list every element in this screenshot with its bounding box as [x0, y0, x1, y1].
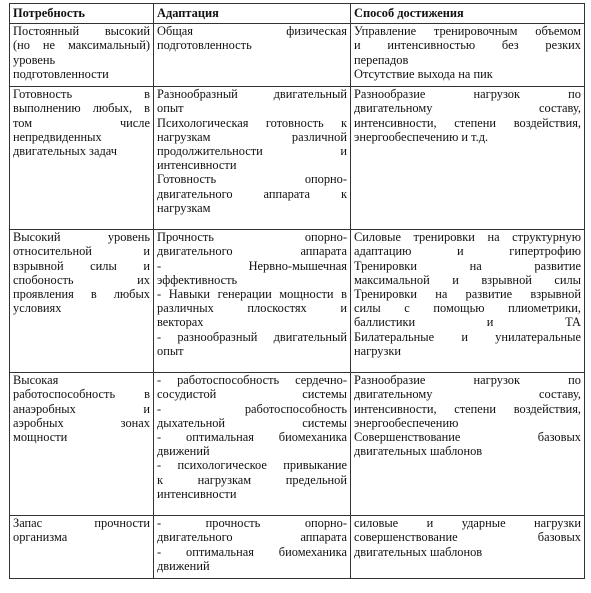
cell-line: максимальной и взрывной силы	[354, 272, 581, 287]
cell-line: - прочность опорно-	[157, 516, 347, 531]
adaptation-cell	[154, 373, 351, 516]
cell-line: Тренировки на развитие	[354, 258, 581, 273]
cell-line: взрывной силы и	[13, 258, 150, 273]
cell-line: продолжительности и	[157, 144, 347, 159]
header-row	[10, 4, 585, 24]
table-row	[10, 87, 585, 230]
cell-line: - работоспособность	[157, 401, 347, 416]
cell-line: Запас прочности	[13, 516, 150, 531]
cell-line: интенсивности	[157, 158, 237, 173]
cell-line: работоспособность в	[13, 387, 150, 402]
need-cell	[10, 373, 154, 516]
cell-line: Готовность в	[13, 87, 150, 102]
cell-line: Высокая	[13, 373, 59, 388]
adaptation-cell	[154, 24, 351, 87]
cell-line: Психологическая готовность к	[157, 115, 347, 130]
cell-line: векторах	[157, 315, 204, 330]
cell-line: двигательных задач	[13, 144, 117, 159]
cell-text	[157, 516, 347, 573]
cell-line: двигательного аппарата	[157, 530, 347, 545]
cell-line: баллистики и ТА	[354, 315, 581, 330]
cell-line: опыт	[157, 101, 184, 116]
cell-line: непредвиденных	[13, 129, 102, 144]
cell-line: движений	[157, 444, 210, 459]
cell-text	[354, 373, 581, 458]
cell-line: аэробных зонах	[13, 415, 150, 430]
adaptation-cell	[154, 230, 351, 373]
requirements-table	[9, 3, 585, 579]
cell-text	[354, 516, 581, 559]
method-cell	[351, 230, 585, 373]
cell-line: силовые и ударные нагрузки	[354, 516, 581, 531]
cell-line: интенсивности	[157, 486, 237, 501]
cell-line: двигательному составу,	[354, 101, 581, 116]
cell-line: организма	[13, 530, 68, 545]
cell-line: том числе	[13, 115, 150, 130]
cell-line: подготовленности	[13, 66, 109, 81]
cell-line: Готовность опорно-	[157, 172, 347, 187]
method-cell	[351, 373, 585, 516]
cell-line: интенсивности, степени воздействия,	[354, 401, 581, 416]
cell-text	[157, 87, 347, 215]
cell-line: нагрузки	[354, 343, 401, 358]
cell-line: к нагрузкам предельной	[157, 472, 347, 487]
cell-text	[13, 24, 150, 81]
cell-line: Тренировки на развитие взрывной	[354, 287, 581, 302]
cell-line: Разнообразие нагрузок по	[354, 87, 581, 102]
cell-text	[157, 24, 347, 52]
cell-line: двигательного аппарата к	[157, 186, 347, 201]
cell-line: двигательных шаблонов	[354, 544, 483, 559]
cell-line: нагрузкам	[157, 200, 211, 215]
header-method: Способ достижения	[351, 4, 585, 24]
cell-text	[13, 230, 150, 315]
cell-text	[13, 87, 150, 158]
cell-line: различных плоскостях и	[157, 301, 347, 316]
cell-line: энергообеспечению	[354, 415, 459, 430]
cell-line: опыт	[157, 343, 184, 358]
cell-line: - работоспособность сердечно-	[157, 373, 347, 388]
cell-line: двигательных шаблонов	[354, 444, 483, 459]
cell-text	[354, 24, 581, 81]
cell-line: Прочность опорно-	[157, 230, 347, 245]
cell-line: эффективность	[157, 272, 238, 287]
cell-line: - оптимальная биомеханика	[157, 430, 347, 445]
cell-line: - психологическое привыкание	[157, 458, 347, 473]
table-row	[10, 24, 585, 87]
cell-line: мощности	[13, 430, 68, 445]
cell-line: уровень	[13, 52, 56, 67]
cell-line: - Нервно-мышечная	[157, 258, 347, 273]
cell-line: - оптимальная биомеханика	[157, 544, 347, 559]
cell-line: двигательного аппарата	[157, 244, 347, 259]
cell-line: Билатеральные и унилатеральные	[354, 329, 581, 344]
cell-line: силы с помощью плиометрики,	[354, 301, 581, 316]
cell-line: проявления в любых	[13, 287, 150, 302]
cell-line: - Навыки генерации мощности в	[157, 287, 347, 302]
cell-line: выполнению любых, в	[13, 101, 150, 116]
cell-text	[13, 373, 150, 444]
cell-text	[354, 87, 581, 144]
cell-text	[157, 373, 347, 501]
header-adaptation: Адаптация	[154, 4, 351, 24]
cell-line: перепадов	[354, 52, 409, 67]
method-cell	[351, 24, 585, 87]
cell-line: движений	[157, 558, 210, 573]
cell-line: (но не максимальный)	[13, 38, 150, 53]
cell-line: условиях	[13, 301, 62, 316]
cell-line: сосудистой системы	[157, 387, 347, 402]
cell-line: Управление тренировочным объемом	[354, 24, 581, 39]
cell-text	[157, 230, 347, 358]
cell-text	[354, 230, 581, 358]
cell-line: интенсивности, степени воздействия,	[354, 115, 581, 130]
cell-line: нагрузкам различной	[157, 129, 347, 144]
cell-line: адаптацию и гипертрофию	[354, 244, 581, 259]
cell-text	[13, 516, 150, 544]
cell-line: относительной и	[13, 244, 150, 259]
adaptation-cell	[154, 516, 351, 579]
cell-line: Силовые тренировки на структурную	[354, 230, 581, 245]
method-cell	[351, 516, 585, 579]
cell-line: совершенствование базовых	[354, 530, 581, 545]
cell-line: Отсутствие выхода на пик	[354, 66, 493, 81]
table-row	[10, 230, 585, 373]
table-row	[10, 373, 585, 516]
table-row	[10, 516, 585, 579]
cell-line: - разнообразный двигательный	[157, 329, 347, 344]
need-cell	[10, 87, 154, 230]
header-need: Потребность	[10, 4, 154, 24]
cell-line: спобоность их	[13, 272, 150, 287]
adaptation-cell	[154, 87, 351, 230]
cell-line: Высокий уровень	[13, 230, 150, 245]
cell-line: анаэробных и	[13, 401, 150, 416]
need-cell	[10, 516, 154, 579]
cell-line: Совершенствование базовых	[354, 430, 581, 445]
cell-line: подготовленность	[157, 38, 252, 53]
cell-line: Общая физическая	[157, 24, 347, 39]
table-body	[10, 24, 585, 579]
need-cell	[10, 24, 154, 87]
cell-line: Разнообразие нагрузок по	[354, 373, 581, 388]
cell-line: Постоянный высокий	[13, 24, 150, 39]
cell-line: дыхательной системы	[157, 415, 347, 430]
cell-line: Разнообразный двигательный	[157, 87, 347, 102]
cell-line: и интенсивностью без резких	[354, 38, 581, 53]
need-cell	[10, 230, 154, 373]
cell-line: двигательному составу,	[354, 387, 581, 402]
cell-line: энергообеспечению и т.д.	[354, 129, 489, 144]
method-cell	[351, 87, 585, 230]
